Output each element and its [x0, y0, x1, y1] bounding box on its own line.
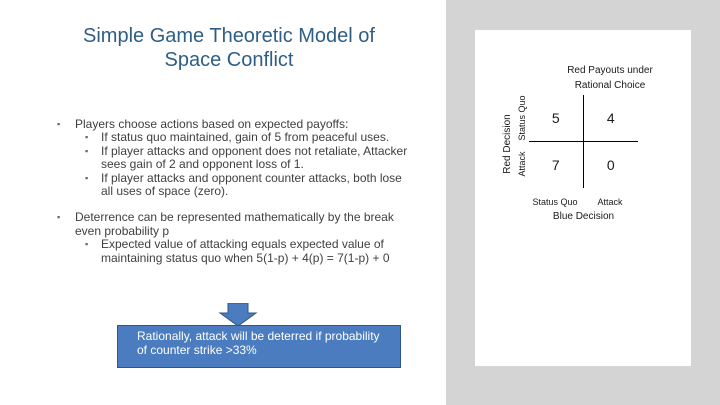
- slide-title-line-2: Space Conflict: [164, 49, 294, 71]
- payoff-cell-attack-attack: 0: [606, 156, 615, 173]
- sub-bullet-text: If player attacks and opponent counter attacks, both lose all uses of space (zero).: [101, 170, 402, 199]
- bullet-text: Players choose actions based on expected payoffs:: [75, 117, 349, 131]
- sub-bullet-item: [57, 145, 417, 172]
- bullet-marker: ▪: [85, 239, 89, 250]
- payoff-cell-statusquo-attack: 4: [584, 95, 639, 142]
- sub-bullet-text: Expected value of attacking equals expected value of maintaining status quo when 5(1-p) + 4(p) = 7(1-p) + 0: [101, 237, 390, 265]
- column-label-status-quo: Status Quo: [532, 197, 578, 207]
- payoff-cell-attack-statusquo: 7: [529, 142, 584, 189]
- payoff-matrix: [529, 95, 638, 188]
- column-axis-label: Blue Decision: [552, 211, 615, 222]
- conclusion-callout: Rationally, attack will be deterred if probability of counter strike >33%: [117, 325, 401, 368]
- column-label-attack: Attack: [597, 197, 623, 207]
- bullet-list: [57, 118, 417, 265]
- sub-bullet-item: [57, 172, 417, 199]
- matrix-caption-line-1: Red Payouts under: [567, 65, 653, 76]
- bullet-marker: ▪: [85, 132, 89, 143]
- bullet-item: [57, 211, 417, 238]
- bullet-marker: ▪: [57, 119, 61, 129]
- slide-title-line-1: Simple Game Theoretic Model of: [83, 25, 375, 47]
- bullet-marker: ▪: [57, 212, 61, 223]
- row-axis-label: Red Decision: [502, 114, 513, 174]
- bullet-marker: ▪: [85, 145, 89, 156]
- bullet-item: [57, 118, 417, 131]
- down-arrow-icon: [218, 303, 258, 327]
- slide-title: [40, 24, 418, 72]
- matrix-caption: [516, 63, 704, 93]
- row-label-attack: Attack: [517, 151, 527, 177]
- sub-bullet-text: If status quo maintained, gain of 5 from peaceful uses.: [101, 130, 390, 145]
- sub-bullet-item: [57, 238, 417, 265]
- sub-bullet-text: If player attacks and opponent does not retaliate, Attacker sees gain of 2 and opponent loss of 1.: [101, 143, 408, 172]
- sub-bullet-item: [57, 131, 417, 144]
- matrix-caption-line-2: Rational Choice: [574, 80, 646, 91]
- bullet-marker: ▪: [85, 172, 89, 183]
- row-label-status-quo: Status Quo: [517, 95, 527, 141]
- payoff-cell-statusquo-statusquo: 5: [529, 95, 584, 142]
- bullet-text: Deterrence can be represented mathematically by the break even probability p: [75, 210, 394, 238]
